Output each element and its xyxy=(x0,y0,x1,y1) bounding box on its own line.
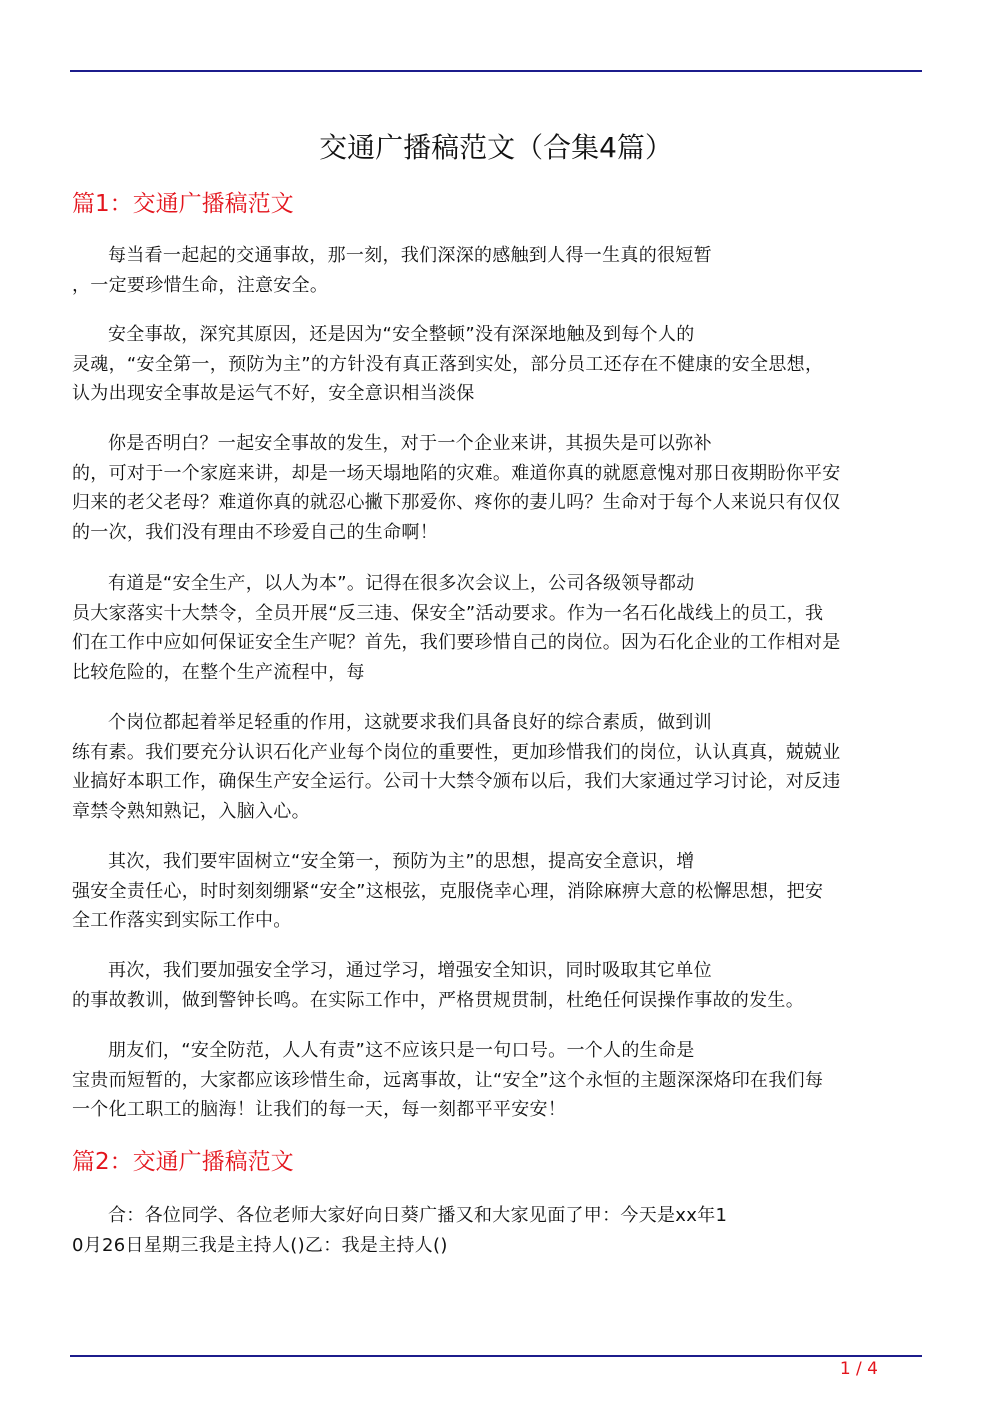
paragraph-line: 每当看一起起的交通事故，那一刻，我们深深的感触到人得一生真的很短暂 xyxy=(108,245,712,266)
paragraph-line: 的，可对于一个家庭来讲，却是一场天塌地陷的灾难。难道你真的就愿意愧对那日夜期盼你平安 xyxy=(72,462,841,484)
paragraph-line: 业搞好本职工作，确保生产安全运行。公司十大禁令颁布以后，我们大家通过学习讨论，对反违 xyxy=(72,771,841,792)
paragraph xyxy=(72,241,912,300)
paragraph xyxy=(72,429,912,547)
paragraph-line: 认为出现安全事故是运气不好，安全意识相当淡保 xyxy=(72,383,475,404)
paragraph xyxy=(72,320,912,409)
paragraph xyxy=(72,956,912,1015)
footer-rule xyxy=(70,1355,922,1357)
paragraph xyxy=(72,1036,912,1125)
paragraph-line: 全工作落实到实际工作中。 xyxy=(72,910,292,931)
paragraph-line: 合：各位同学、各位老师大家好向日葵广播又和大家见面了甲：今天是xx年1 xyxy=(108,1205,728,1226)
paragraph-line: 宝贵而短暂的，大家都应该珍惜生命，远离事故，让“安全”这个永恒的主题深深烙印在我们每 xyxy=(72,1069,824,1091)
paragraph-line: 有道是“安全生产，以人为本”。记得在很多次会议上，公司各级领导都动 xyxy=(108,573,695,594)
paragraph-line: 章禁令熟知熟记，入脑入心。 xyxy=(72,800,310,822)
paragraph-line: 们在工作中应如何保证安全生产呢？首先，我们要珍惜自己的岗位。因为石化企业的工作相对是 xyxy=(72,632,841,653)
paragraph-line: 一个化工职工的脑海！让我们的每一天，每一刻都平平安安！ xyxy=(72,1099,567,1120)
paragraph-line: 个岗位都起着举足轻重的作用，这就要求我们具备良好的综合素质，做到训 xyxy=(108,712,712,733)
section-heading-1: 篇1：交通广播稿范文 xyxy=(72,191,294,217)
paragraph-line: 灵魂，“安全第一，预防为主”的方针没有真正落到实处，部分员工还存在不健康的安全思想， xyxy=(72,353,824,375)
header-rule xyxy=(70,70,922,72)
paragraph-line: 员大家落实十大禁令，全员开展“反三违、保安全”活动要求。作为一名石化战线上的员工，我 xyxy=(72,602,824,624)
paragraph-line: 安全事故，深究其原因，还是因为“安全整顿”没有深深地触及到每个人的 xyxy=(108,324,695,345)
section-heading-2: 篇2：交通广播稿范文 xyxy=(72,1149,294,1175)
paragraph-line: 的一次，我们没有理由不珍爱自己的生命啊！ xyxy=(72,521,438,543)
paragraph-line: ，一定要珍惜生命，注意安全。 xyxy=(72,274,329,296)
paragraph-line: 归来的老父老母？难道你真的就忍心撇下那爱你、疼你的妻儿吗？生命对于每个人来说只有仅仅 xyxy=(72,492,841,513)
page-number: 1 / 4 xyxy=(839,1359,878,1379)
paragraph-line: 练有素。我们要充分认识石化产业每个岗位的重要性，更加珍惜我们的岗位，认认真真，兢兢业 xyxy=(72,741,841,763)
paragraph xyxy=(72,569,912,687)
paragraph-line: 其次，我们要牢固树立“安全第一，预防为主”的思想，提高安全意识，增 xyxy=(108,851,695,872)
paragraph-line: 比较危险的，在整个生产流程中，每 xyxy=(72,661,365,683)
paragraph-line: 你是否明白？一起安全事故的发生，对于一个企业来讲，其损失是可以弥补 xyxy=(108,433,712,454)
paragraph xyxy=(72,847,912,936)
paragraph-line: 强安全责任心，时时刻刻绷紧“安全”这根弦，克服侥幸心理，消除麻痹大意的松懈思想，把安 xyxy=(72,880,824,902)
paragraph-line: 再次，我们要加强安全学习，通过学习，增强安全知识，同时吸取其它单位 xyxy=(108,960,712,981)
document-title: 交通广播稿范文（合集4篇） xyxy=(319,131,673,164)
paragraph-line: 朋友们，“安全防范，人人有责”这不应该只是一句口号。一个人的生命是 xyxy=(108,1040,695,1061)
paragraph-line: 0月26日星期三我是主持人()乙：我是主持人() xyxy=(72,1234,448,1256)
paragraph xyxy=(72,708,912,826)
paragraph-line: 的事故教训，做到警钟长鸣。在实际工作中，严格贯规贯制，杜绝任何误操作事故的发生。 xyxy=(72,989,804,1011)
paragraph xyxy=(72,1201,912,1260)
